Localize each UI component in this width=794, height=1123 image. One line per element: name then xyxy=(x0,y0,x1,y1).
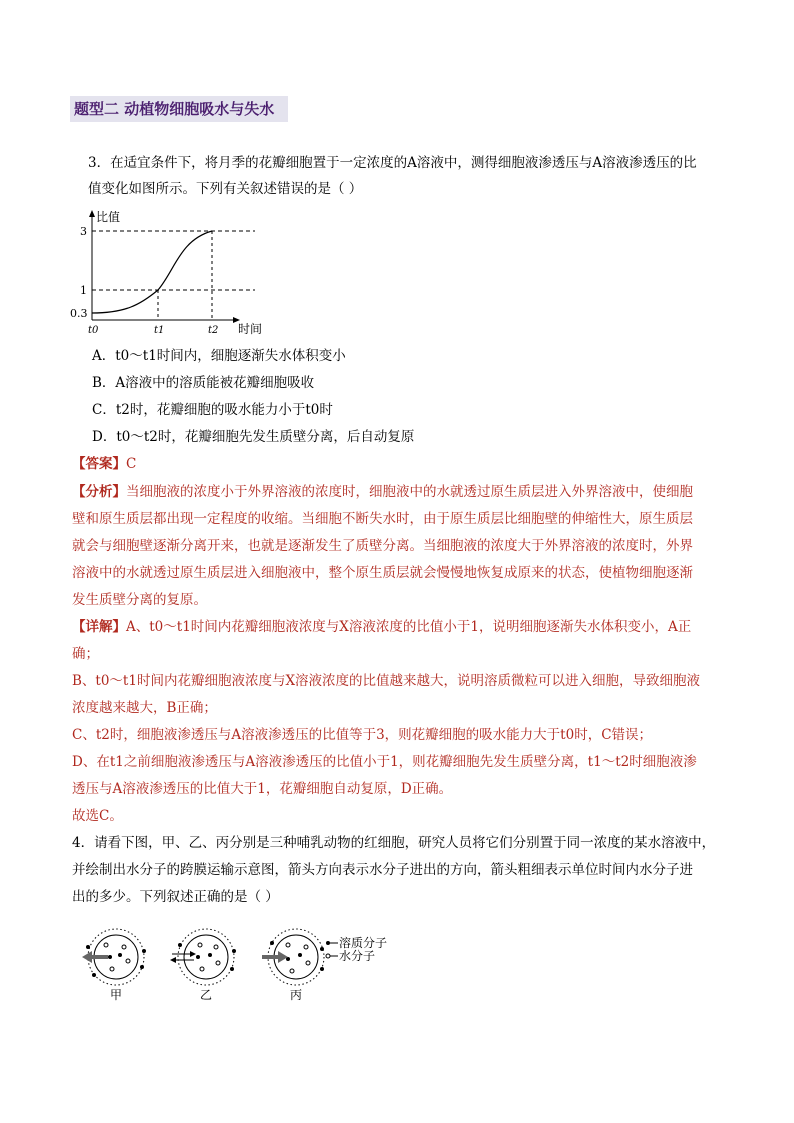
q3-detail-3: B、t0～t1时间内花瓣细胞液浓度与X溶液浓度的比值越来越大，说明溶质微粒可以进入细胞，导致细胞液 xyxy=(72,673,701,689)
graph-xtick-t1: t1 xyxy=(154,325,165,336)
q3-analysis-3: 就会与细胞壁逐渐分离开来，也就是逐渐发生了质壁分离。当细胞液的浓度大于外界溶液的浓度时，外界 xyxy=(72,538,693,554)
ratio-graph xyxy=(70,205,280,340)
q3-detail-5: C、t2时，细胞液渗透压与A溶液渗透压的比值等于3，则花瓣细胞的吸水能力大于t0时，C错误； xyxy=(72,727,653,743)
graph-ytick-3: 3 xyxy=(80,225,87,238)
q3-detail-1: 【详解】A、t0～t1时间内花瓣细胞液浓度与X溶液浓度的比值小于1，说明细胞逐渐失水体积变小，A正 xyxy=(72,619,692,635)
graph-xtick-t2: t2 xyxy=(208,325,219,336)
label-yi: 乙 xyxy=(200,988,213,1002)
analysis-tag: 【分析】 xyxy=(72,484,126,500)
q4-line1: 4．请看下图，甲、乙、丙分别是三种哺乳动物的红细胞，研究人员将它们分别置于同一浓度的某水溶液中， xyxy=(72,835,716,851)
q3-analysis-1: 【分析】当细胞液的浓度小于外界溶液的浓度时，细胞液中的水就透过原生质层进入外界溶液中，使细胞 xyxy=(72,484,693,500)
q3-option-c: C．t2时，花瓣细胞的吸水能力小于t0时 xyxy=(92,402,333,418)
q4-line2: 并绘制出水分子的跨膜运输示意图，箭头方向表示水分子进出的方向，箭头粗细表示单位时间内水分子进 xyxy=(72,862,693,878)
q3-option-b: B．A溶液中的溶质能被花瓣细胞吸收 xyxy=(92,375,315,391)
legend-water: 水分子 xyxy=(339,949,376,963)
graph-ytick-03: 0.3 xyxy=(70,307,88,320)
label-jia: 甲 xyxy=(110,988,123,1002)
legend-solute: 溶质分子 xyxy=(339,936,388,950)
q3-detail-4: 浓度越来越大，B正确； xyxy=(72,700,217,716)
q3-answer xyxy=(72,453,712,475)
detail-tag: 【详解】 xyxy=(72,619,126,635)
answer-tag: 【答案】 xyxy=(72,456,126,472)
q3-line2: 值变化如图所示。下列有关叙述错误的是（ ） xyxy=(88,181,363,197)
q3-conclusion: 故选C。 xyxy=(72,808,123,824)
q3-analysis-2: 壁和原生质层都出现一定程度的收缩。当细胞不断失水时，由于原生质层比细胞壁的伸缩性大，原生质层 xyxy=(72,511,693,527)
q3-detail-2: 确； xyxy=(72,646,99,662)
red-cell-diagram xyxy=(76,925,406,1005)
q3-detail-6: D、在t1之前细胞液渗透压与A溶液渗透压的比值小于1，则花瓣细胞先发生质壁分离，t1～t2时细胞液渗 xyxy=(72,754,697,770)
q3-option-d: D．t0～t2时，花瓣细胞先发生质壁分离，后自动复原 xyxy=(92,429,415,445)
q3-analysis-4: 溶液中的水就透过原生质层进入细胞液中，整个原生质层就会慢慢地恢复成原来的状态，使植物细胞逐渐 xyxy=(72,565,693,581)
graph-ylabel: 比值 xyxy=(96,210,121,224)
q3-option-a: A．t0～t1时间内，细胞逐渐失水体积变小 xyxy=(92,348,346,364)
answer-value: C xyxy=(126,456,137,472)
graph-ytick-1: 1 xyxy=(80,284,87,297)
graph-xlabel: 时间 xyxy=(238,322,263,336)
q4-line3: 出的多少。下列叙述正确的是（ ） xyxy=(72,889,279,905)
cell-yi xyxy=(170,929,236,985)
q3-line1: 3．在适宜条件下，将月季的花瓣细胞置于一定浓度的A溶液中，测得细胞液渗透压与A溶液渗透压的比 xyxy=(88,155,697,171)
q3-analysis-5: 发生质壁分离的复原。 xyxy=(72,592,207,608)
cell-bing xyxy=(262,929,324,985)
label-bing: 丙 xyxy=(290,988,303,1002)
q3-detail-7: 透压与A溶液渗透压的比值大于1，花瓣细胞自动复原，D正确。 xyxy=(72,781,453,797)
cell-jia xyxy=(82,929,146,985)
graph-xtick-t0: t0 xyxy=(88,325,99,336)
section-title: 题型二 动植物细胞吸水与失水 xyxy=(70,96,288,122)
